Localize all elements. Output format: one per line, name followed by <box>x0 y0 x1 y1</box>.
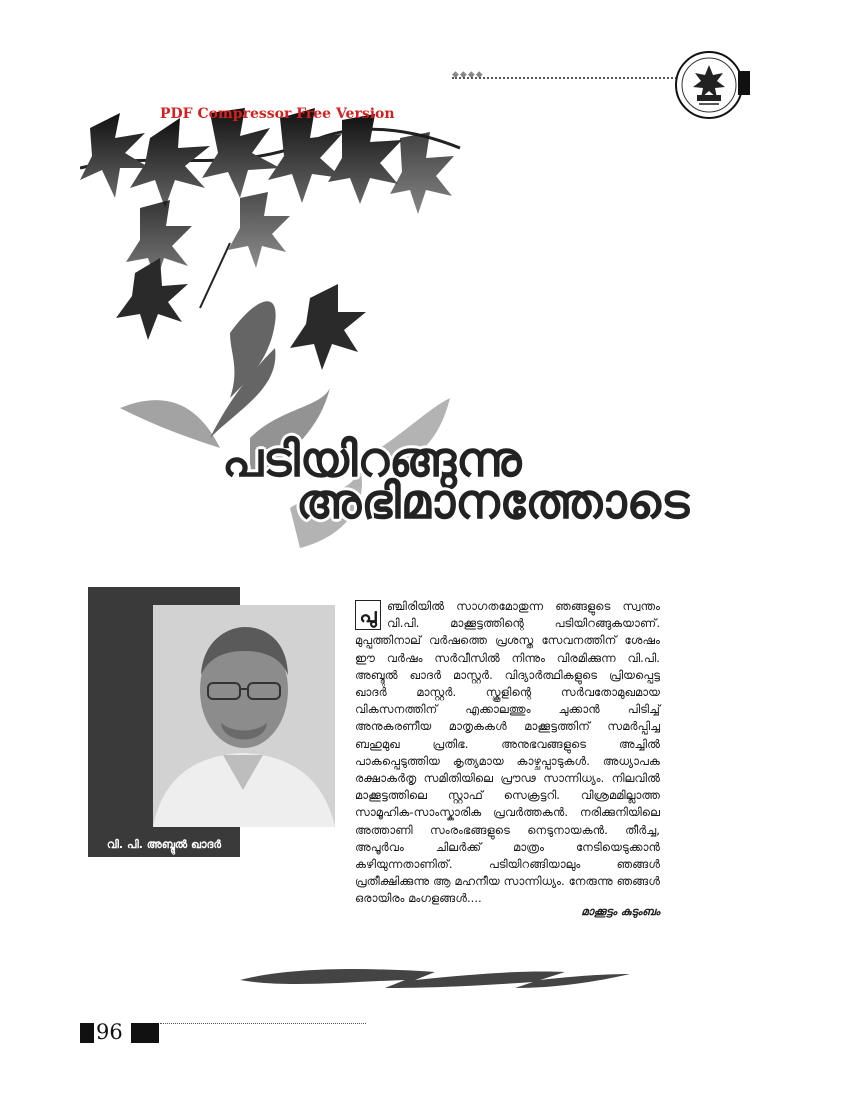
footer-black-tab <box>131 1023 159 1043</box>
drop-cap: പു <box>355 600 381 630</box>
article-title-line-2: അഭിമാനത്തോടെ <box>296 474 690 530</box>
page-number: 96 <box>96 1020 123 1044</box>
footer-dotted-rule <box>160 1023 366 1025</box>
article-paragraph: ഞ്ചിരിയിൽ സാഗതമോതുന്ന ഞങ്ങളുടെ സ്വന്തം വി.പി. മാക്കൂട്ടത്തിന്റെ പടിയിറങ്ങുകയാണ്. മുപ്പത്തിനാല് വർഷത്തെ പ്രശസ്ത സേവനത്തിന് ശേഷം ഈ വർഷം സർവീസിൽ നിന്നും വിരമിക്കുന്ന വി.പി. അബ്ദുൽ ഖാദർ മാസ്റ്റർ. വിദ്യാർത്ഥികളുടെ പ്രിയപ്പെട്ട ഖാദർ മാസ്റ്റർ. സ്കൂളിന്റെ സർവതോമുഖമായ വികസനത്തിന് എക്കാലത്തും ചുക്കാൻ പിടിച്ച് അനുകരണീയ മാതൃകകൾ മാക്കൂട്ടത്തിന് സമർപ്പിച്ച ബഹുമുഖ പ്രതിഭ. അനുഭവങ്ങളുടെ അച്ചിൽ പാകപ്പെടുത്തിയ കൃത്യമായ കാഴ്ചപ്പാടുകൾ. അധ്യാപക രക്ഷാകർതൃ സമിതിയിലെ പ്രൗഢ സാന്നിധ്യം. നിലവിൽ മാക്കൂട്ടത്തിലെ സ്റ്റാഫ് സെക്രട്ടറി. വിശ്രമമില്ലാത്ത സാമൂഹിക-സാംസ്കാരിക പ്രവർത്തകൻ. നരിക്കുനിയിലെ അത്താണി സംരംഭങ്ങളുടെ നെടുനായകൻ. തീർച്ച, അപൂർവം ചിലർക്ക് മാത്രം നേടിയെടുക്കാൻ കഴിയുന്നതാണിത്. പടിയിറങ്ങിയാലും ഞങ്ങൾ പ്രതീക്ഷിക്കുന്നു ആ മഹനീയ സാന്നിധ്യം. നേരുന്നു ഞങ്ങൾ ഒരായിരം മംഗളങ്ങൾ.... <box>355 599 660 906</box>
portrait-photo <box>153 605 335 827</box>
header-black-tab <box>738 71 750 95</box>
header-dotted-rule <box>452 77 680 81</box>
article-body <box>355 598 660 908</box>
article-signature: മാക്കൂട്ടം കുടുംബം <box>581 905 660 918</box>
footer-left-tab <box>80 1023 94 1043</box>
header-diamonds: ◆◆◆◆ <box>452 70 484 80</box>
decorative-swoosh <box>235 958 635 998</box>
photo-caption: വി. പി. അബ്ദുൽ ഖാദർ <box>106 838 222 851</box>
school-emblem-icon <box>675 51 743 119</box>
article-title-line-1: പടിയിറങ്ങുന്നു <box>222 432 522 488</box>
watermark: PDF Compressor Free Version <box>160 106 395 122</box>
